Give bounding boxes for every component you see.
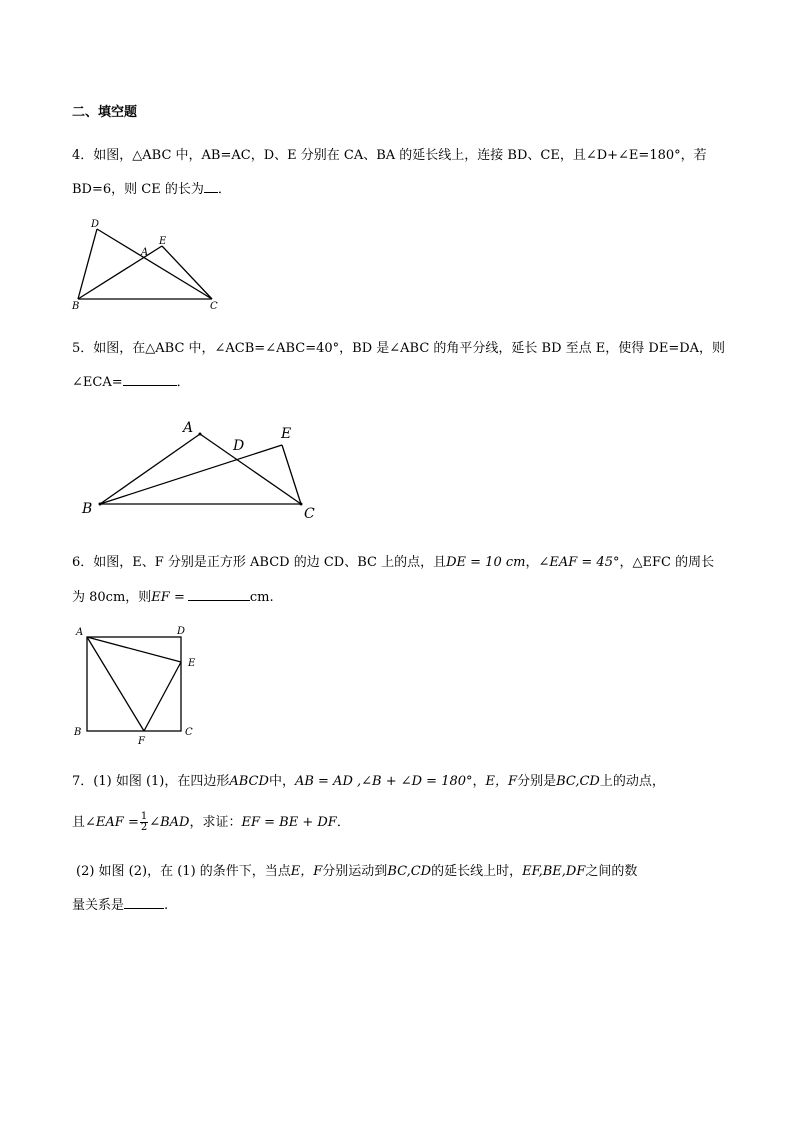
- q4-text-line2-start: BD=6，则 CE 的长为: [72, 182, 204, 197]
- q7-frac-den: 2: [140, 822, 148, 833]
- q5-label-b: B: [82, 501, 93, 517]
- q4-text-line2: [72, 180, 231, 196]
- q7-line4: 量关系是: [72, 898, 125, 913]
- q5-text-line1: 5．如图，在△ABC 中，∠ACB=∠ABC=40°，BD 是∠ABC 的角平分线，延长 BD 至点 E，使得 DE=DA，则: [72, 341, 726, 356]
- q7-line1d: 分别是: [517, 774, 557, 789]
- q6-label-e: E: [188, 658, 196, 669]
- q6-part1: 6．如图，E、F 分别是正方形 ABCD 的边 CD、BC 上的点，且: [72, 555, 447, 570]
- q7-line1e: 上的动点，: [599, 774, 665, 789]
- q6-part2: ，: [525, 555, 539, 570]
- q6-label-a: A: [76, 627, 84, 638]
- q6-label-d: D: [177, 626, 186, 637]
- q7-ef-points-2: E，F: [290, 864, 323, 879]
- q7-line2a: 且: [72, 815, 86, 830]
- q7-line3c: 的延长线上时，: [431, 864, 523, 879]
- q7-line4-end: .: [164, 898, 169, 913]
- q7-line2b: ，求证：: [189, 815, 242, 830]
- q7-ef-points: E，F: [485, 774, 518, 789]
- q7-fraction: [140, 812, 148, 833]
- q5-text-line2: [72, 373, 190, 389]
- q4-label-a: A: [141, 247, 149, 258]
- q7-sides-2: BC,CD: [387, 864, 432, 879]
- q5-figure: [75, 418, 325, 524]
- q7-segments: EF,BE,DF: [522, 864, 586, 879]
- q6-angle: ∠EAF = 45°: [538, 555, 620, 570]
- q7-text-line1: [72, 775, 665, 788]
- q4-label-c: C: [210, 301, 218, 312]
- q5-text-line2-end: ．: [176, 375, 190, 390]
- q7-cond: AB = AD ,∠B + ∠D = 180°: [294, 774, 473, 789]
- q6-text-line1: [72, 556, 714, 569]
- q6-de: DE = 10 cm: [446, 555, 526, 570]
- q7-answer-blank: [124, 896, 164, 909]
- q6-ef: EF =: [151, 590, 185, 605]
- q7-text-line3: [76, 865, 637, 878]
- q7-frac-num: 1: [140, 811, 148, 822]
- q7-sides: BC,CD: [556, 774, 600, 789]
- q7-text-line2: [72, 812, 350, 833]
- q6-label-f: F: [138, 736, 145, 747]
- q5-label-e: E: [281, 426, 292, 442]
- q5-label-c: C: [304, 506, 315, 522]
- q4-text-line1: 4．如图，△ABC 中，AB=AC，D、E 分别在 CA、BA 的延长线上，连接 BD、CE，且∠D+∠E=180°，若: [72, 148, 707, 163]
- q7-line3b: 分别运动到: [322, 864, 388, 879]
- q6-text-line2: [72, 588, 274, 604]
- q4-label-d: D: [91, 219, 100, 230]
- section-title: 二、填空题: [72, 105, 138, 120]
- q6-line2a: 为 80cm，则: [72, 590, 152, 605]
- q7-line1a: 7．(1) 如图 (1)，在四边形: [72, 774, 230, 789]
- q7-abcd: ABCD: [229, 774, 269, 789]
- q7-line1b: 中，: [268, 774, 295, 789]
- q7-angle-lhs: ∠EAF =: [85, 815, 139, 830]
- q7-line2-end: ．: [336, 815, 350, 830]
- q7-proof: EF = BE + DF: [241, 815, 337, 830]
- q6-label-b: B: [74, 727, 82, 738]
- q4-text-line2-end: ．: [217, 182, 231, 197]
- q6-part3: ，△EFC 的周长: [619, 555, 715, 570]
- q5-label-a: A: [183, 420, 194, 436]
- q6-figure: [70, 622, 210, 748]
- q4-figure: [70, 215, 230, 313]
- q4-label-b: B: [72, 301, 80, 312]
- q4-label-e: E: [159, 236, 167, 247]
- q5-text-line2-start: ∠ECA=: [72, 375, 123, 390]
- q6-line2-end: cm.: [249, 590, 274, 605]
- q5-answer-blank: [123, 373, 177, 386]
- q5-label-d: D: [233, 438, 245, 454]
- q7-text-line4: [72, 896, 168, 912]
- q4-answer-blank: [204, 180, 218, 193]
- q7-line3a: (2) 如图 (2)，在 (1) 的条件下，当点: [76, 864, 291, 879]
- q6-label-c: C: [185, 727, 193, 738]
- q7-line1c: ，: [472, 774, 486, 789]
- q6-answer-blank: [188, 588, 250, 601]
- q7-line3d: 之间的数: [585, 864, 638, 879]
- q7-angle-rhs: ∠BAD: [149, 815, 190, 830]
